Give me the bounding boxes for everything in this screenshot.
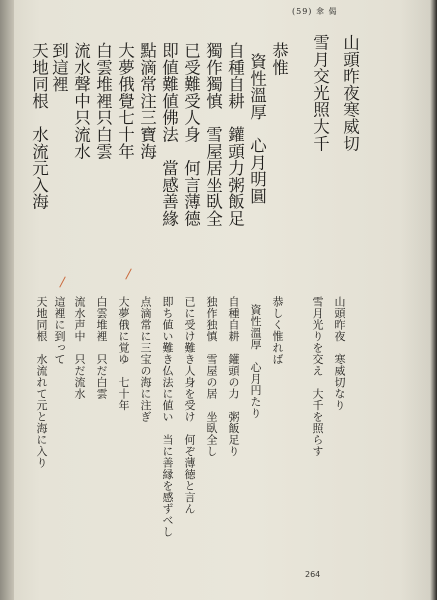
top-col-1: 山頭昨夜寒威切	[340, 34, 360, 152]
top-col-9: 點滴常注三寶海	[137, 42, 157, 160]
running-header: (59) 傘 偈	[292, 7, 338, 16]
top-col-13: 到這裡	[49, 42, 69, 93]
page-number: 264	[305, 570, 321, 579]
top-col-7: 已受難受人身 何言薄德	[181, 42, 201, 227]
top-col-10: 大夢俄覺七十年	[115, 42, 135, 160]
top-col-3: 恭惟	[269, 42, 289, 76]
bottom-col-11: 白雲堆裡 只だ白雲	[95, 296, 108, 400]
bottom-col-10: 大夢俄に覚ゆ 七十年	[117, 296, 130, 411]
top-col-6: 獨作獨慎 雪屋居坐臥全	[203, 42, 223, 227]
bottom-col-7: 已に受け難き人身を受け 何ぞ薄徳と言ん	[183, 296, 196, 515]
bottom-col-13: 這裡に到って	[53, 296, 66, 365]
pencil-mark	[59, 276, 66, 287]
book-gutter	[0, 0, 14, 600]
bottom-col-14: 天地同根 水流れて元と海に入り	[35, 296, 48, 469]
bottom-col-6: 独作独慎 雪屋の居 坐臥全し	[205, 296, 218, 457]
bottom-col-1: 山頭昨夜 寒威切なり	[333, 296, 346, 411]
bottom-col-4: 資性溫厚 心月円たり	[249, 296, 262, 419]
top-col-5: 自種自耕 鑵頭力粥飯足	[225, 42, 245, 227]
top-col-12: 流水聲中只流水	[71, 42, 91, 160]
top-col-11: 白雲堆裡只白雲	[93, 42, 113, 160]
bottom-col-5: 自種自耕 鑵頭の力 粥飯足り	[227, 296, 240, 457]
top-col-14: 天地同根 水流元入海	[29, 42, 49, 210]
bottom-col-12: 流水声中 只だ流水	[73, 296, 86, 400]
bottom-col-8: 即ち値い難き仏法に値い 当に善縁を感ずべし	[161, 296, 174, 538]
top-col-8: 即値難値佛法 當感善緣	[159, 42, 179, 227]
bottom-col-3: 恭しく惟れば	[271, 296, 284, 365]
top-col-4: 資性溫厚 心月明圓	[247, 42, 267, 205]
pencil-mark	[125, 268, 132, 279]
top-col-2: 雪月交光照大千	[310, 34, 330, 152]
bottom-col-2: 雪月光りを交え 大千を照らす	[311, 296, 324, 457]
bottom-col-9: 点滴常に三宝の海に注ぎ	[139, 296, 152, 423]
